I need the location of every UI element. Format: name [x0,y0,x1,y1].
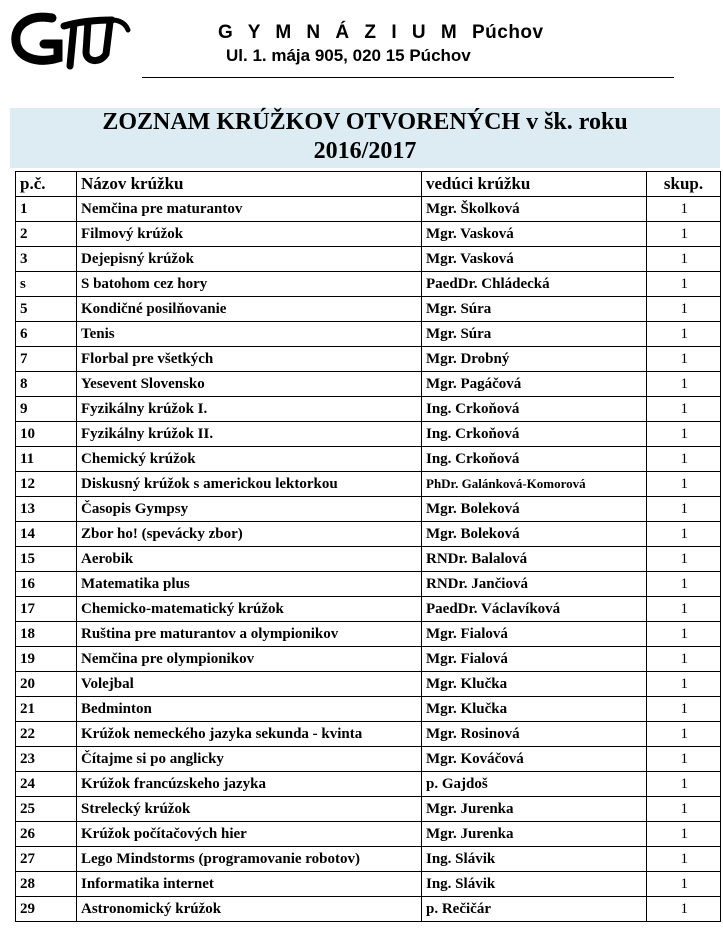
club-name: Nemčina pre olympionikov [77,647,422,672]
table-row [16,722,721,747]
club-leader: RNDr. Balalová [422,547,647,572]
row-number: 9 [16,397,77,422]
club-leader: Ing. Crkoňová [422,422,647,447]
row-number: 13 [16,497,77,522]
table-row [16,647,721,672]
table-row [16,447,721,472]
table-row [16,572,721,597]
group-count: 1 [647,397,721,422]
table-row [16,547,721,572]
club-name: Florbal pre všetkých [77,347,422,372]
table-row [16,622,721,647]
group-count: 1 [647,422,721,447]
club-name: Yesevent Slovensko [77,372,422,397]
group-count: 1 [647,797,721,822]
row-number: 19 [16,647,77,672]
club-leader: Mgr. Pagáčová [422,372,647,397]
club-name: Lego Mindstorms (programovanie robotov) [77,847,422,872]
club-name: Čítajme si po anglicky [77,747,422,772]
club-leader: Mgr. Súra [422,322,647,347]
group-count: 1 [647,572,721,597]
row-number: 21 [16,697,77,722]
table-row [16,347,721,372]
school-address: Ul. 1. mája 905, 020 15 Púchov [226,46,471,65]
club-name: Fyzikálny krúžok II. [77,422,422,447]
group-count: 1 [647,522,721,547]
table-row [16,697,721,722]
group-count: 1 [647,472,721,497]
group-count: 1 [647,622,721,647]
club-leader: Mgr. Boleková [422,522,647,547]
club-name: Časopis Gympsy [77,497,422,522]
clubs-table [15,171,721,922]
table-row [16,797,721,822]
club-name: Nemčina pre maturantov [77,197,422,222]
school-town-text: Púchov [471,22,544,43]
group-count: 1 [647,272,721,297]
table-row [16,247,721,272]
row-number: 23 [16,747,77,772]
table-body [16,197,721,922]
club-name: Strelecký krúžok [77,797,422,822]
club-name: Kondičné posilňovanie [77,297,422,322]
club-leader: PaedDr. Chládecká [422,272,647,297]
row-number: 28 [16,872,77,897]
club-leader: PhDr. Galánková-Komorová [422,472,647,497]
club-leader: Mgr. Klučka [422,697,647,722]
row-number: 10 [16,422,77,447]
group-count: 1 [647,897,721,922]
table-row [16,897,721,922]
group-count: 1 [647,747,721,772]
club-name: Ruština pre maturantov a olympionikov [77,622,422,647]
group-count: 1 [647,697,721,722]
club-leader: Mgr. Jurenka [422,797,647,822]
club-leader: Mgr. Vasková [422,247,647,272]
club-leader: Mgr. Súra [422,297,647,322]
table-row [16,497,721,522]
club-name: S batohom cez hory [77,272,422,297]
group-count: 1 [647,847,721,872]
group-count: 1 [647,372,721,397]
row-number: 15 [16,547,77,572]
row-number: 24 [16,772,77,797]
row-number: 17 [16,597,77,622]
club-leader: RNDr. Jančiová [422,572,647,597]
row-number: 2 [16,222,77,247]
table-row [16,747,721,772]
row-number: 14 [16,522,77,547]
club-name: Bedminton [77,697,422,722]
club-leader: Mgr. Fialová [422,647,647,672]
table-row [16,822,721,847]
row-number: 8 [16,372,77,397]
table-row [16,597,721,622]
row-number: 27 [16,847,77,872]
row-number: 1 [16,197,77,222]
club-leader: p. Gajdoš [422,772,647,797]
table-row [16,322,721,347]
row-number: 16 [16,572,77,597]
table-row [16,197,721,222]
document-header [0,0,723,80]
club-leader: Mgr. Drobný [422,347,647,372]
row-number: 26 [16,822,77,847]
group-count: 1 [647,722,721,747]
row-number: 12 [16,472,77,497]
row-number: 7 [16,347,77,372]
group-count: 1 [647,447,721,472]
group-count: 1 [647,247,721,272]
header-divider [142,77,674,78]
table-row [16,872,721,897]
club-leader: PaedDr. Václavíková [422,597,647,622]
group-count: 1 [647,347,721,372]
club-name: Astronomický krúžok [77,897,422,922]
row-number: 5 [16,297,77,322]
header-number: p.č. [16,172,77,197]
club-leader: Ing. Slávik [422,847,647,872]
club-name: Krúžok počítačových hier [77,822,422,847]
row-number: s [16,272,77,297]
group-count: 1 [647,647,721,672]
table-row [16,422,721,447]
club-name: Volejbal [77,672,422,697]
club-name: Krúžok nemeckého jazyka sekunda - kvinta [77,722,422,747]
row-number: 22 [16,722,77,747]
title-line-1: ZOZNAM KRÚŽKOV OTVORENÝCH v šk. roku [102,109,628,135]
club-name: Diskusný krúžok s americkou lektorkou [77,472,422,497]
group-count: 1 [647,222,721,247]
row-number: 6 [16,322,77,347]
group-count: 1 [647,872,721,897]
title-line-2: 2016/2017 [313,138,417,164]
group-count: 1 [647,297,721,322]
group-count: 1 [647,772,721,797]
group-count: 1 [647,322,721,347]
club-leader: Ing. Crkoňová [422,447,647,472]
school-name-text: G Y M N Á Z I U M [218,22,462,43]
table-row [16,397,721,422]
club-name: Dejepisný krúžok [77,247,422,272]
table-row [16,372,721,397]
club-leader: Mgr. Rosinová [422,722,647,747]
group-count: 1 [647,547,721,572]
row-number: 3 [16,247,77,272]
club-name: Krúžok francúzskeho jazyka [77,772,422,797]
group-count: 1 [647,197,721,222]
header-groups: skup. [647,172,721,197]
club-leader: Mgr. Školková [422,197,647,222]
table-row [16,772,721,797]
club-leader: p. Rečičár [422,897,647,922]
club-name: Zbor ho! (spevácky zbor) [77,522,422,547]
club-name: Chemicko-matematický krúžok [77,597,422,622]
table-row [16,847,721,872]
club-leader: Mgr. Boleková [422,497,647,522]
header-club-name: Názov krúžku [77,172,422,197]
school-logo-icon [8,8,138,70]
table-row [16,297,721,322]
header-leader: vedúci krúžku [422,172,647,197]
row-number: 11 [16,447,77,472]
club-leader: Mgr. Vasková [422,222,647,247]
row-number: 29 [16,897,77,922]
row-number: 18 [16,622,77,647]
group-count: 1 [647,597,721,622]
document-title [10,108,720,168]
club-name: Filmový krúžok [77,222,422,247]
club-name: Tenis [77,322,422,347]
club-leader: Mgr. Kováčová [422,747,647,772]
club-name: Fyzikálny krúžok I. [77,397,422,422]
row-number: 20 [16,672,77,697]
group-count: 1 [647,497,721,522]
table-row [16,272,721,297]
school-name [218,22,544,44]
club-leader: Mgr. Fialová [422,622,647,647]
group-count: 1 [647,672,721,697]
table-row [16,672,721,697]
table-header-row [16,172,721,197]
club-name: Aerobik [77,547,422,572]
table-row [16,472,721,497]
table-row [16,522,721,547]
club-leader: Mgr. Jurenka [422,822,647,847]
club-leader: Ing. Slávik [422,872,647,897]
club-name: Informatika internet [77,872,422,897]
group-count: 1 [647,822,721,847]
table-row [16,222,721,247]
club-leader: Mgr. Klučka [422,672,647,697]
club-leader: Ing. Crkoňová [422,397,647,422]
club-name: Matematika plus [77,572,422,597]
row-number: 25 [16,797,77,822]
club-name: Chemický krúžok [77,447,422,472]
